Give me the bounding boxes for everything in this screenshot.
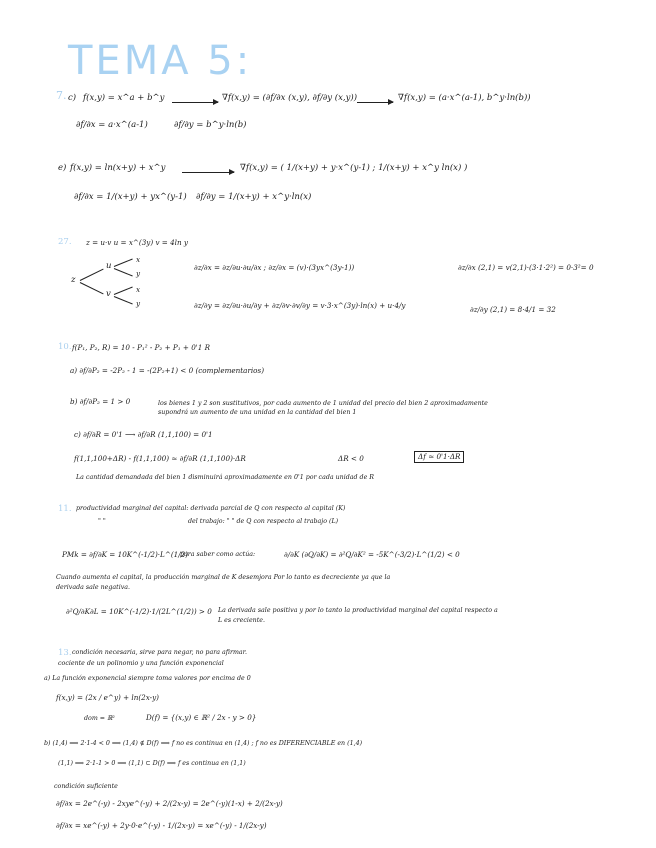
ex11-ditto: " " (98, 518, 106, 525)
ex11-cross-derivative: ∂²Q/∂K∂L = 10K^(-1/2)·1/(2L^(1/2)) > 0 (66, 607, 212, 616)
tree-branch (114, 268, 133, 276)
ex13-part-b-line2: (1,1) ⟹ 2·1-1 > 0 ⟹ (1,1) ⊂ D(f) ⟹ f es continua en (1,1) (58, 760, 246, 767)
tree-node-v: v (106, 289, 111, 299)
ex10-part-b-text: los bienes 1 y 2 son sustitutivos, por cada aumento de 1 unidad del precio del bien 2 aproximadamente (158, 400, 488, 407)
ex7-c-function: f(x,y) = x^a + b^y (83, 93, 165, 103)
tree-node-u: u (106, 261, 112, 271)
ex7-c-partial-y: ∂f/∂y = b^y·ln(b) (174, 120, 247, 130)
ex13-partial-y: ∂f/∂x = xe^(-y) + 2y·0·e^(-y) - 1/(2x-y) = xe^(-y) - 1/(2x-y) (56, 821, 267, 830)
tree-node-x: x (136, 255, 141, 264)
tree-node-z: z (71, 275, 76, 285)
exercise-27-number: 27. (58, 237, 72, 247)
ex10-delta-r: ΔR < 0 (338, 454, 364, 463)
ex11-explanation: derivada sale negativa. (56, 584, 131, 591)
tree-node-x: x (136, 285, 141, 294)
ex10-function: f(P₁, P₂, R) = 10 - P₁² - P₂ + P₁ + 0'1 R (72, 343, 211, 352)
ex13-intro: cociente de un polinomio y una función exponencial (58, 660, 224, 667)
ex13-part-b-line1: b) (1,4) ⟹ 2·1-4 < 0 ⟹ (1,4) ∉ D(f) ⟹ f no es continua en (1,4) ; f no es DIFERENCIABLE en (1,4) (44, 740, 363, 747)
ex13-domain-r2: dom = ℝ² (84, 715, 115, 722)
ex7-e-partial-y: ∂f/∂y = 1/(x+y) + x^y·ln(x) (196, 192, 312, 202)
ex11-cross-text: La derivada sale positiva y por lo tanto la productividad marginal del capital respecto a (218, 607, 498, 614)
ex7-e-function: f(x,y) = ln(x+y) + x^y (70, 163, 166, 173)
ex10-part-a: a) ∂f/∂P₂ = -2P₂ - 1 = -(2P₂+1) < 0 (complementarios) (70, 366, 265, 375)
ex27-partial-x: ∂z/∂x = ∂z/∂u·∂u/∂x ; ∂z/∂x = (v)·(3yx^(3y-1)) (194, 263, 355, 272)
ex11-explanation: Cuando aumenta el capital, la producción marginal de K desemjora Por lo tanto es decreciente ya que la (56, 574, 391, 581)
ex27-partial-x-result: ∂z/∂x (2,1) = v(2,1)·(3·1·2²) = 0·3²= 0 (458, 263, 594, 272)
ex11-pmk-text: para saber como actúa: (180, 551, 256, 558)
ex7-c-gradient: ∇f(x,y) = (∂f/∂x (x,y), ∂f/∂y (x,y)) (222, 93, 358, 103)
ex11-definition-capital: productividad marginal del capital: derivada parcial de Q con respecto al capital (K) (76, 505, 346, 512)
ex27-definitions: z = u·v u = x^(3y) v = 4ln y (86, 238, 188, 247)
arrow-icon (357, 102, 393, 103)
exercise-11-number: 11. (58, 504, 72, 514)
ex27-partial-y-result: ∂z/∂y (2,1) = 8·4/1 = 32 (470, 305, 556, 314)
ex13-function: f(x,y) = (2x / e^y) + ln(2x-y) (56, 693, 159, 702)
ex10-part-b-text: supondrá un aumento de una unidad en la cantidad del bien 1 (158, 409, 357, 416)
ex13-intro: condición necesaria, sirve para negar, no para afirmar. (72, 649, 247, 656)
arrow-icon (182, 172, 234, 173)
ex11-definition-labour: del trabajo: " " de Q con respecto al trabajo (L) (188, 518, 339, 525)
ex13-domain: D(f) = {(x,y) ∈ ℝ² / 2x - y > 0} (146, 713, 257, 722)
ex13-sufficient-condition: condición suficiente (54, 783, 118, 790)
ex10-part-c-approx: f(1,1,100+ΔR) - f(1,1,100) ≃ ∂f/∂R (1,1,100)·ΔR (74, 454, 246, 463)
ex10-boxed-result: Δf ≃ 0'1·ΔR (414, 451, 464, 463)
ex7-e-partial-x: ∂f/∂x = 1/(x+y) + yx^(y-1) (74, 192, 187, 202)
tree-node-y: y (136, 299, 141, 308)
ex13-partial-x: ∂f/∂x = 2e^(-y) - 2xye^(-y) + 2/(2x-y) = 2e^(-y)(1-x) + 2/(2x-y) (56, 799, 283, 808)
ex11-cross-text: L es creciente. (218, 617, 265, 624)
exercise-10-number: 10. (58, 342, 72, 352)
ex7-c-label: c) (68, 93, 77, 103)
ex7-c-gradient-result: ∇f(x,y) = (a·x^(a-1), b^y·ln(b)) (398, 93, 531, 103)
tree-branch (80, 282, 104, 294)
tree-branch (114, 296, 133, 304)
tree-branch (80, 269, 104, 281)
arrow-icon (172, 102, 218, 103)
tree-node-y: y (136, 269, 141, 278)
ex11-second-derivative: ∂/∂K (∂Q/∂K) = ∂²Q/∂K² = -5K^(-3/2)·L^(1/2) < 0 (284, 550, 460, 559)
ex10-conclusion: La cantidad demandada del bien 1 disminuirá aproximadamente en 0'1 por cada unidad de R (76, 474, 375, 481)
tree-branch (114, 259, 133, 267)
exercise-13-number: 13. (58, 648, 72, 658)
ex7-e-gradient: ∇f(x,y) = ( 1/(x+y) + y·x^(y-1) ; 1/(x+y) + x^y ln(x) ) (240, 163, 468, 173)
ex13-part-a: a) La función exponencial siempre toma valores por encima de 0 (44, 675, 251, 682)
page-title: TEMA 5: (68, 38, 253, 84)
ex11-pmk: PMk = ∂f/∂K = 10K^(-1/2)·L^(1/2) (62, 550, 189, 559)
ex10-part-c-formula: c) ∂f/∂R = 0'1 ⟶ ∂f/∂R (1,1,100) = 0'1 (74, 430, 213, 439)
ex10-part-b-formula: b) ∂f/∂P₂ = 1 > 0 (70, 397, 131, 406)
ex27-partial-y: ∂z/∂y = ∂z/∂u·∂u/∂y + ∂z/∂v·∂v/∂y = v·3·x^(3y)·ln(x) + u·4/y (194, 301, 406, 310)
tree-branch (114, 287, 133, 295)
ex7-e-label: e) (58, 163, 67, 173)
exercise-7-number: 7. (56, 89, 67, 102)
ex7-c-partial-x: ∂f/∂x = a·x^(a-1) (76, 120, 148, 130)
